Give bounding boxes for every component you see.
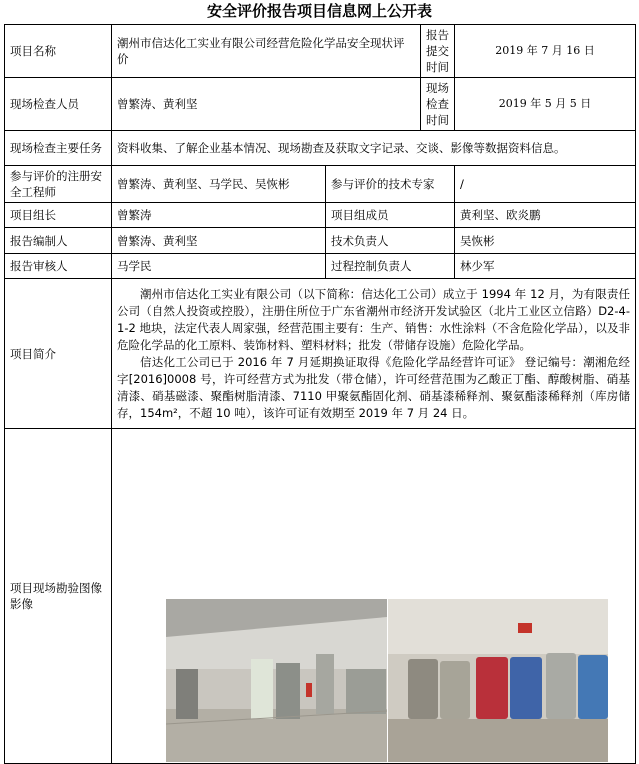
leader-value: 曾繁涛: [112, 203, 326, 228]
inspect-time-value: 2019 年 5 月 5 日: [455, 78, 636, 131]
info-table: [4, 24, 636, 764]
members-value: 黄利坚、欧炎鹏: [455, 203, 636, 228]
submit-time-label: 报告提交时间: [421, 25, 455, 78]
page-title: 安全评价报告项目信息网上公开表: [206, 2, 432, 20]
storage-drums-photo: [388, 599, 608, 762]
project-name-value: 潮州市信达化工实业有限公司经营危险化学品安全现状评价: [112, 25, 421, 78]
engineers-value: 曾繁涛、黄利坚、马学民、吴恢彬: [112, 166, 326, 203]
tech-lead-value: 吴恢彬: [455, 228, 636, 254]
intro-paragraph-2: 信达化工公司已于 2016 年 7 月延期换证取得《危险化学品经营许可证》 登记编号：潮湘危经字[2016]0008 号，许可经营方式为批发（带仓储），许可经营范围为乙酸正丁酯、醇酸树脂、硝基清漆、硝基磁漆、聚酯树脂清漆、7110 甲聚氨酯固化剂、硝基漆稀释剂、聚氨酯漆稀释剂（库房储存，154m²，不超 10 吨），该许可证有效期至 2019 年 7 月 24 日。: [117, 354, 630, 420]
members-label: 项目组成员: [326, 203, 455, 228]
intro-text: [112, 279, 636, 429]
photos-cell: [112, 429, 636, 764]
reviewer-value: 马学民: [112, 254, 326, 279]
experts-value: /: [455, 166, 636, 203]
warehouse-interior-photo: [166, 599, 387, 762]
inspectors-label: 现场检查人员: [5, 78, 112, 131]
submit-time-value: 2019 年 7 月 16 日: [455, 25, 636, 78]
process-control-value: 林少军: [455, 254, 636, 279]
compiler-value: 曾繁涛、黄利坚: [112, 228, 326, 254]
intro-label: 项目简介: [5, 279, 112, 429]
tech-lead-label: 技术负责人: [326, 228, 455, 254]
leader-label: 项目组长: [5, 203, 112, 228]
engineers-label: 参与评价的注册安全工程师: [5, 166, 112, 203]
compiler-label: 报告编制人: [5, 228, 112, 254]
intro-paragraph-1: 潮州市信达化工实业有限公司（以下简称：信达化工公司）成立于 1994 年 12 月，为有限责任公司（自然人投资或控股），注册住所位于广东省潮州市经济开发试验区（北片工业区立信路）D2-4-1-2 地块，法定代表人周家强，经营范围主要有：生产、销售：水性涂料（不含危险化学品），以及非危险化学品的化工原料、装饰材料、塑料材料；批发（带储存设施）危险化学品。: [117, 286, 630, 352]
process-control-label: 过程控制负责人: [326, 254, 455, 279]
experts-label: 参与评价的技术专家: [326, 166, 455, 203]
reviewer-label: 报告审核人: [5, 254, 112, 279]
tasks-label: 现场检查主要任务: [5, 131, 112, 166]
inspectors-value: 曾繁涛、黄利坚: [112, 78, 421, 131]
project-name-label: 项目名称: [5, 25, 112, 78]
tasks-value: 资料收集、了解企业基本情况、现场勘查及获取文字记录、交谈、影像等数据资料信息。: [112, 131, 636, 166]
photos-label: 项目现场勘验图像影像: [5, 429, 112, 764]
inspect-time-label: 现场检查时间: [421, 78, 455, 131]
